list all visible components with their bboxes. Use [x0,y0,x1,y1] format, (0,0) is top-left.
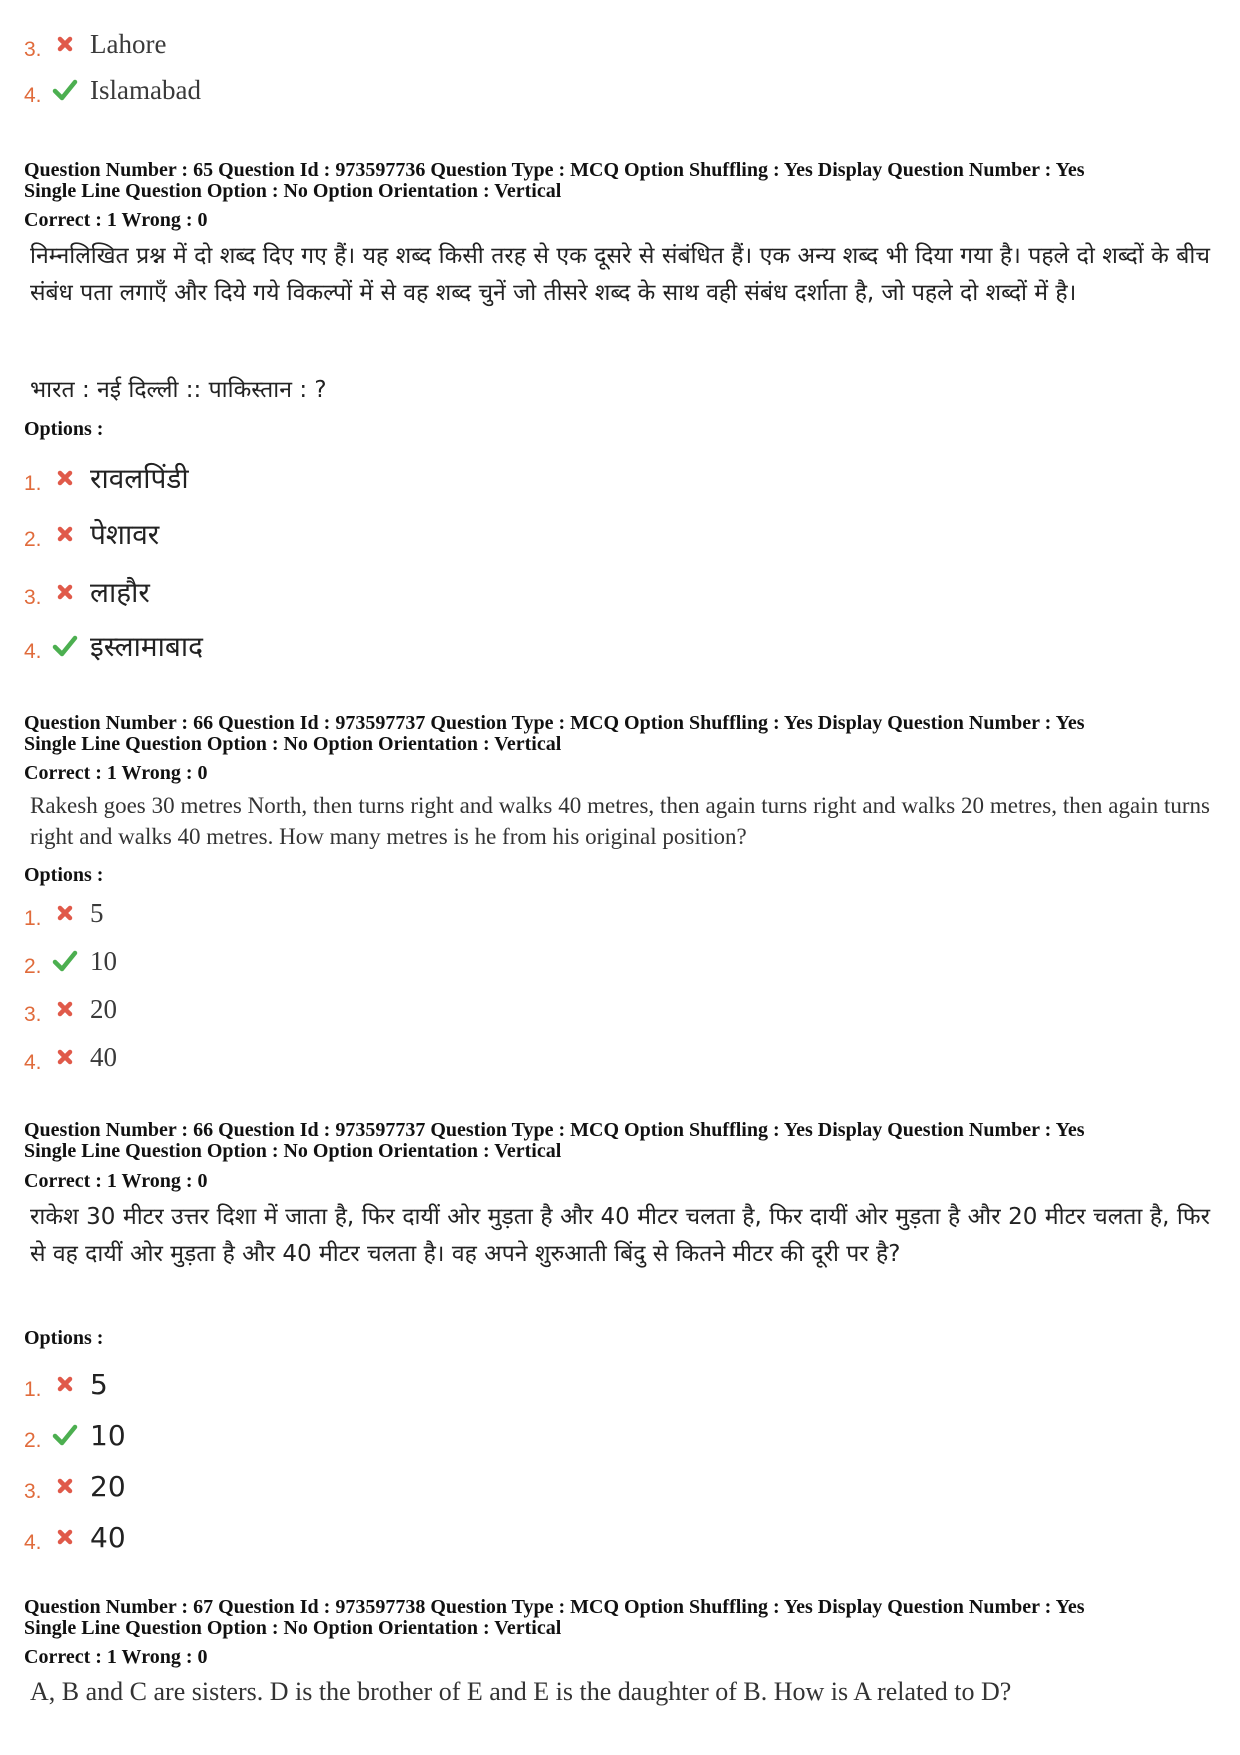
option-text: लाहौर [90,576,150,609]
options-label: Options : [24,418,104,440]
option-number: 1. [24,1378,42,1401]
option-4 [24,1517,126,1557]
cross-icon [52,521,78,547]
cross-icon [52,900,78,926]
option-text: 40 [90,1041,117,1072]
option-number: 4. [24,84,42,107]
cross-icon [52,996,78,1022]
option-4 [24,626,203,666]
option-1 [24,893,104,933]
check-icon [52,77,78,103]
option-text: 20 [90,993,117,1024]
option-text: Islamabad [90,74,201,105]
option-text: Lahore [90,28,167,59]
option-number: 3. [24,586,42,609]
option-3 [24,572,150,612]
cross-icon [52,1044,78,1070]
option-number: 4. [24,640,42,663]
question-text: A, B and C are sisters. D is the brother of E and E is the daughter of B. How is A related to D? [30,1677,1012,1706]
cross-icon [52,579,78,605]
question-meta: Question Number : 66 Question Id : 973597737 Question Type : MCQ Option Shuffling : Yes Display Question Number : Yes Single Line Question Option : No Option Orientation : Vertical [24,712,1085,755]
check-icon [52,948,78,974]
option-1 [24,1364,108,1404]
question-meta: Question Number : 65 Question Id : 973597736 Question Type : MCQ Option Shuffling : Yes Display Question Number : Yes Single Line Question Option : No Option Orientation : Vertical [24,159,1085,202]
option-2 [24,941,117,981]
option-text: रावलपिंडी [90,462,189,495]
question-marks: Correct : 1 Wrong : 0 [24,1170,208,1192]
option-number: 1. [24,907,42,930]
cross-icon [52,1473,78,1499]
question-marks: Correct : 1 Wrong : 0 [24,209,208,231]
option-text: 5 [90,1367,108,1401]
options-label: Options : [24,1327,104,1349]
option-text: पेशावर [90,518,160,551]
option-text: 20 [90,1469,126,1503]
question-meta: Question Number : 67 Question Id : 973597738 Question Type : MCQ Option Shuffling : Yes Display Question Number : Yes Single Line Question Option : No Option Orientation : Vertical [24,1596,1085,1639]
cross-icon [52,1371,78,1397]
option-number: 4. [24,1051,42,1074]
option-number: 4. [24,1531,42,1554]
option-number: 2. [24,528,42,551]
option-2 [24,514,159,554]
option-text: 10 [90,945,117,976]
question-marks: Correct : 1 Wrong : 0 [24,762,208,784]
prev-option-4 [24,70,201,110]
option-text: इस्लामाबाद [90,630,203,663]
option-number: 3. [24,38,42,61]
question-text: Rakesh goes 30 metres North, then turns right and walks 40 metres, then again turns right and walks 20 metres, then again turns right and walks 40 metres. How many metres is he from his original position? [30,793,1210,849]
cross-icon [52,31,78,57]
options-label: Options : [24,864,104,886]
option-number: 2. [24,1429,42,1452]
option-text: 40 [90,1520,126,1554]
option-3 [24,1466,126,1506]
question-marks: Correct : 1 Wrong : 0 [24,1646,208,1668]
option-1 [24,458,189,498]
check-icon [52,1422,78,1448]
option-number: 1. [24,472,42,495]
option-text: 5 [90,897,104,928]
option-number: 3. [24,1480,42,1503]
question-analogy: भारत : नई दिल्ली :: पाकिस्तान : ? [30,377,327,403]
option-text: 10 [90,1418,126,1452]
option-2 [24,1415,126,1455]
cross-icon [52,465,78,491]
prev-option-3 [24,24,166,64]
option-number: 3. [24,1003,42,1026]
check-icon [52,633,78,659]
option-4 [24,1037,117,1077]
question-meta: Question Number : 66 Question Id : 973597737 Question Type : MCQ Option Shuffling : Yes Display Question Number : Yes Single Line Question Option : No Option Orientation : Vertical [24,1119,1085,1162]
question-text: राकेश 30 मीटर उत्तर दिशा में जाता है, फिर दायीं ओर मुड़ता है और 40 मीटर चलता है, फिर दायीं ओर मुड़ता है और 20 मीटर चलता है, फिर से वह दायीं ओर मुड़ता है और 40 मीटर चलता है। वह अपने शुरुआती बिंदु से कितने मीटर की दूरी पर है? [30,1204,1210,1267]
option-number: 2. [24,955,42,978]
option-3 [24,989,117,1029]
cross-icon [52,1524,78,1550]
question-text: निम्नलिखित प्रश्न में दो शब्द दिए गए हैं। यह शब्द किसी तरह से एक दूसरे से संबंधित हैं। एक अन्य शब्द भी दिया गया है। पहले दो शब्दों के बीच संबंध पता लगाएँ और दिये गये विकल्पों में से वह शब्द चुनें जो तीसरे शब्द के साथ वही संबंध दर्शाता है, जो पहले दो शब्दों में है। [30,243,1210,306]
